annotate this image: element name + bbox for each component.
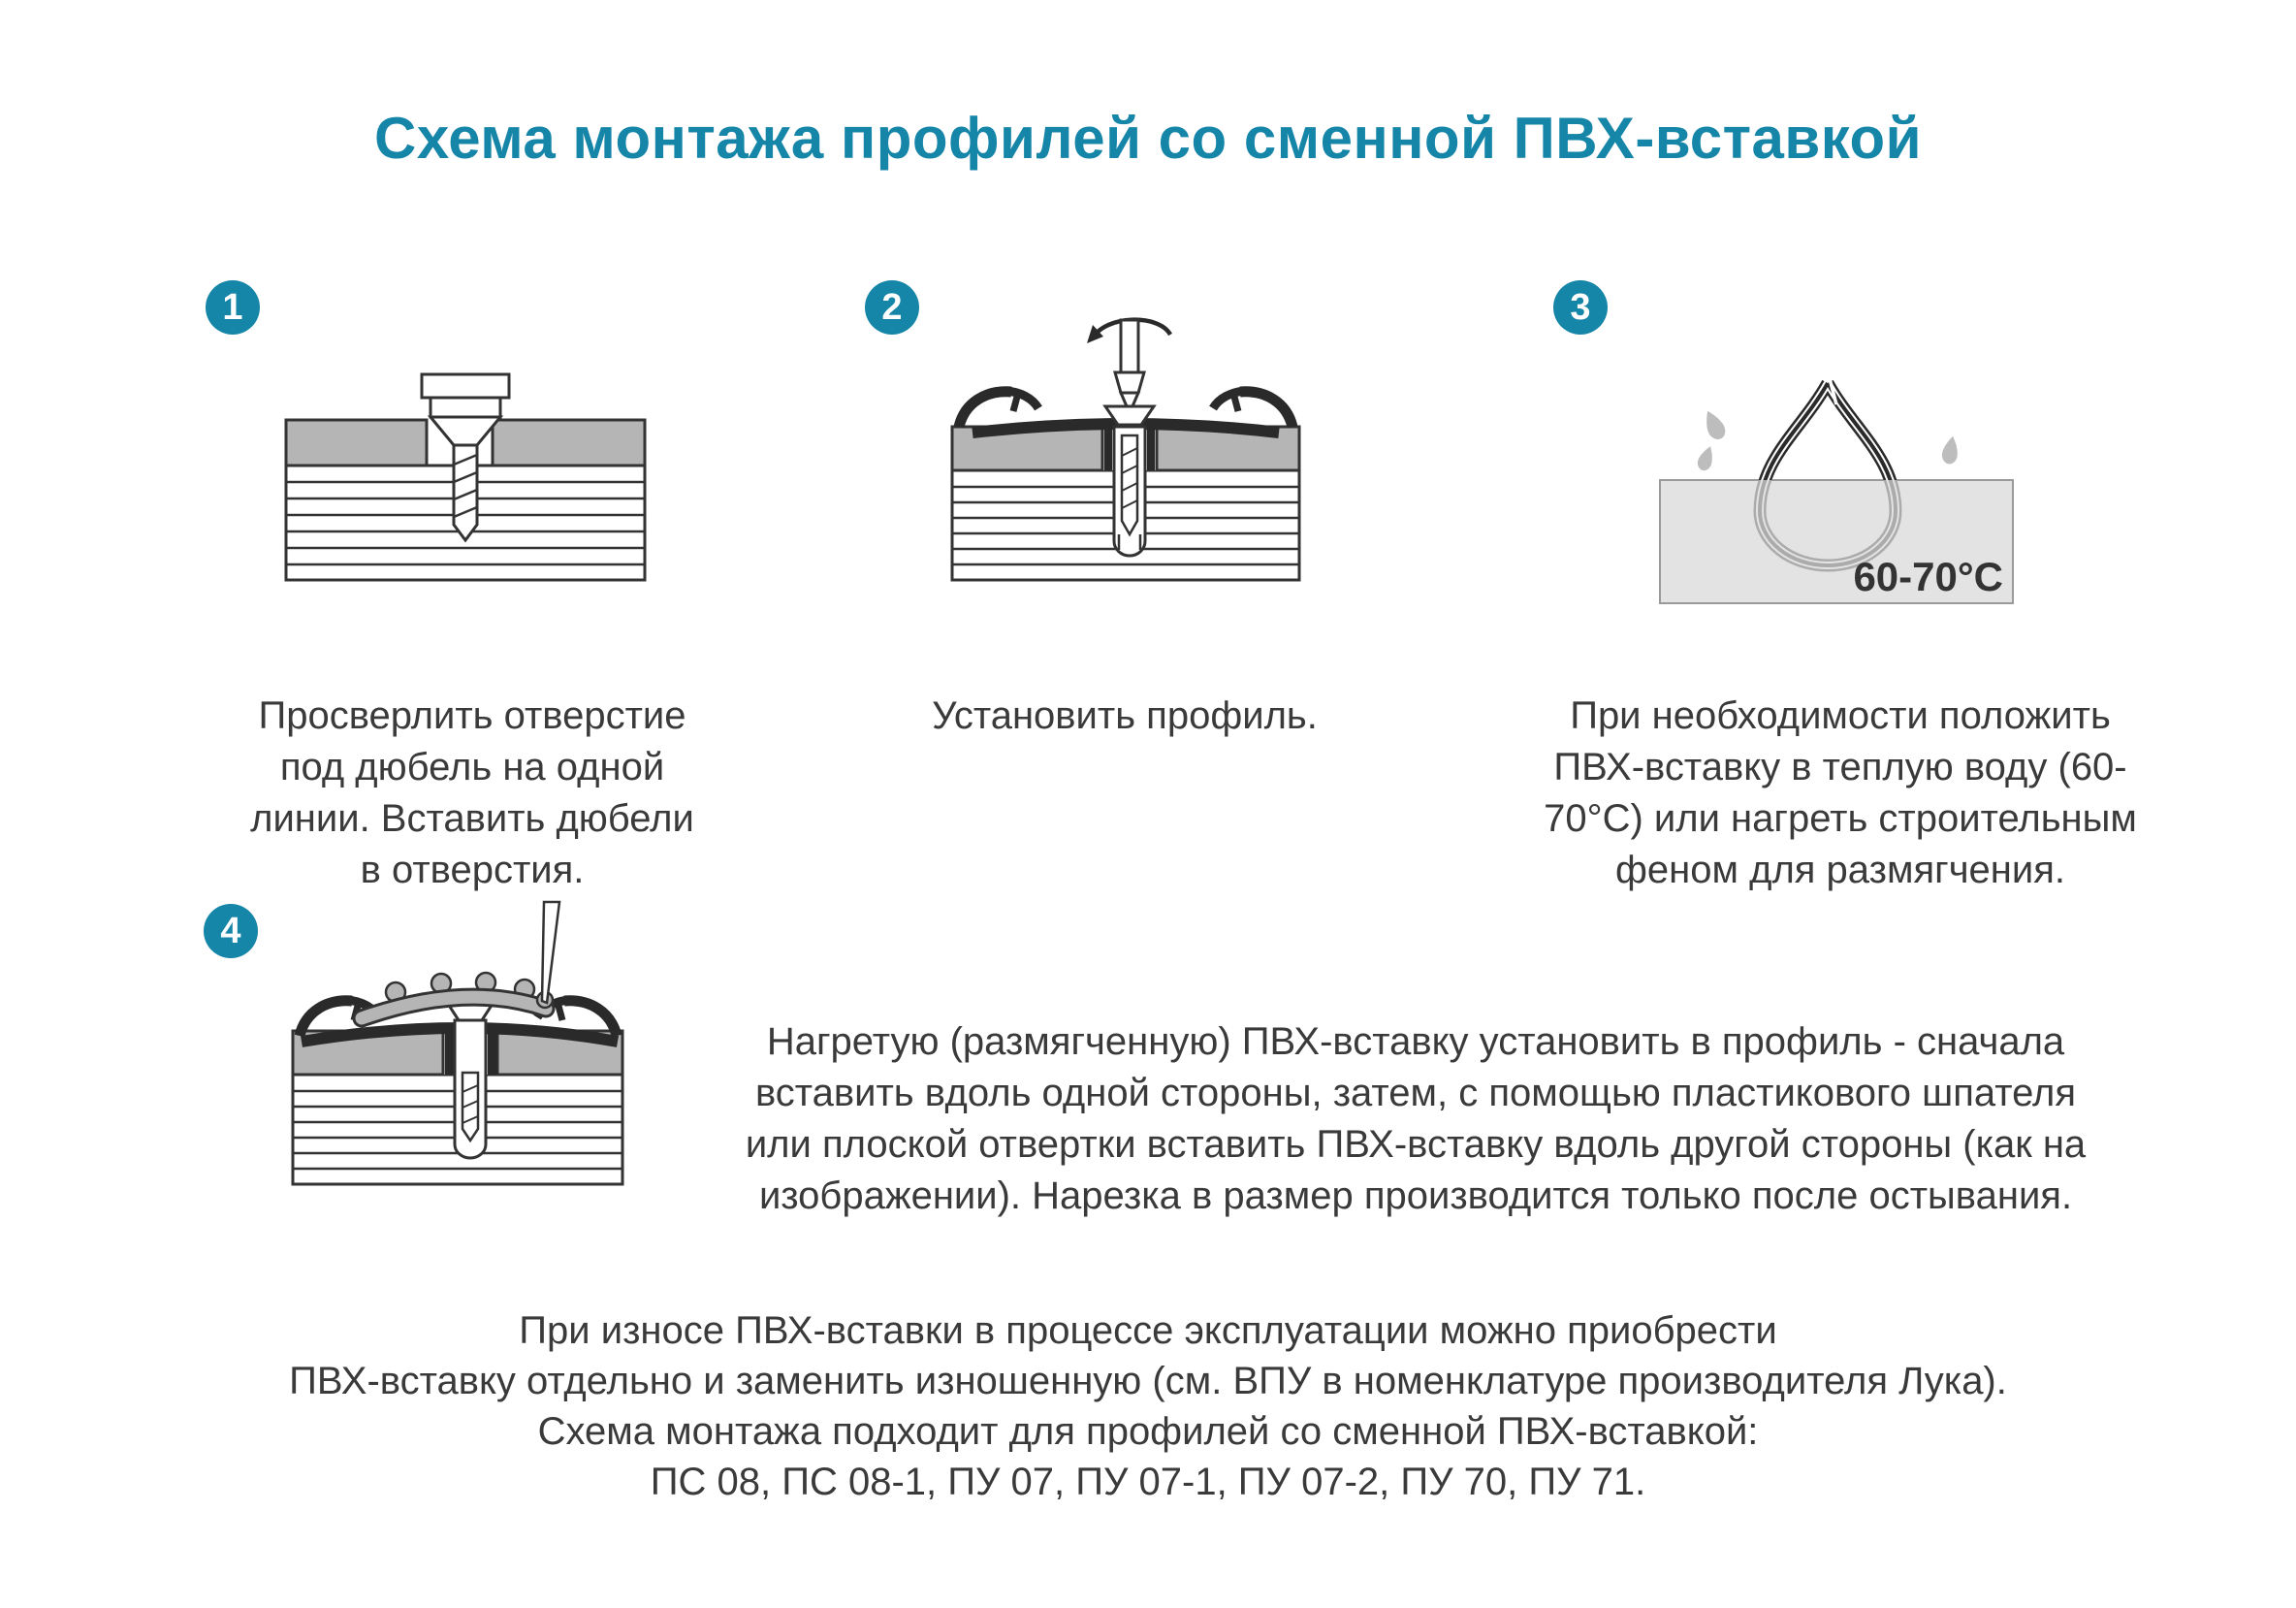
caption-line: феном для размягчения. (1615, 849, 2065, 891)
step-2-number: 2 (881, 286, 903, 328)
illustration-step-1-drill-dowel (281, 371, 650, 585)
caption-line: вставить вдоль одной стороны, затем, с помощью пластикового шпателя (754, 1072, 2077, 1114)
water-droplet-icon (1695, 407, 1962, 472)
page-title: Схема монтажа профилей со сменной ПВХ-вставкой (374, 106, 1922, 171)
step-1-caption (181, 691, 763, 896)
dowel-sleeve-icon (455, 1020, 486, 1158)
profile-right-wing-icon (1213, 391, 1292, 427)
water-temperature-label: 60-70°C (1853, 554, 2003, 599)
caption-line: изображении). Нарезка в размер производится только после остывания. (758, 1174, 2073, 1217)
caption-line: При необходимости положить (1570, 694, 2111, 737)
caption-line: в отверстия. (360, 849, 585, 891)
step-1-badge (206, 280, 260, 335)
footer-line: ПВХ-вставку отдельно и заменить изношенную (см. ВПУ в номенклатуре производителя Лука). (289, 1360, 2007, 1402)
step-3-caption (1501, 691, 2180, 896)
step-4-number: 4 (220, 910, 241, 951)
step-2-badge (865, 280, 919, 335)
caption-line: или плоской отвертки вставить ПВХ-вставку вдоль другой стороны (как на (745, 1123, 2087, 1166)
caption-line: Установить профиль. (932, 694, 1318, 737)
dowel-sleeve-icon (1114, 427, 1145, 556)
screwdriver-icon (1105, 320, 1154, 425)
step-2-caption (834, 691, 1416, 742)
illustration-step-3-warm-water (1648, 373, 2036, 611)
caption-line: Просверлить отверстие (258, 694, 686, 737)
step-4-badge (204, 904, 258, 958)
step-1-number: 1 (222, 286, 243, 328)
step-3-badge (1553, 280, 1608, 335)
caption-line: под дюбель на одной (279, 746, 665, 788)
footer-line: Схема монтажа подходит для профилей со сменной ПВХ-вставкой: (537, 1410, 1759, 1453)
caption-line: 70°С) или нагреть строительным (1544, 797, 2137, 840)
caption-line: Нагретую (размягченную) ПВХ-вставку установить в профиль - сначала (766, 1020, 2065, 1063)
caption-line: линии. Вставить дюбели (250, 797, 694, 840)
caption-line: ПВХ-вставку в теплую воду (60- (1553, 746, 2127, 788)
step-4-caption (703, 1016, 2128, 1222)
footer-line: ПС 08, ПС 08-1, ПУ 07, ПУ 07-1, ПУ 07-2, ПУ 70, ПУ 71. (650, 1461, 1646, 1503)
illustration-step-2-install-profile (945, 296, 1306, 587)
profile-left-wing-icon (959, 391, 1038, 427)
flat-screwdriver-blade-icon (542, 902, 559, 1003)
footer-line: При износе ПВХ-вставки в процессе эксплуатации можно приобрести (519, 1309, 1777, 1352)
illustration-step-4-insert-pvc (276, 900, 640, 1191)
footer-note (0, 1305, 2296, 1507)
step-3-number: 3 (1570, 286, 1591, 328)
